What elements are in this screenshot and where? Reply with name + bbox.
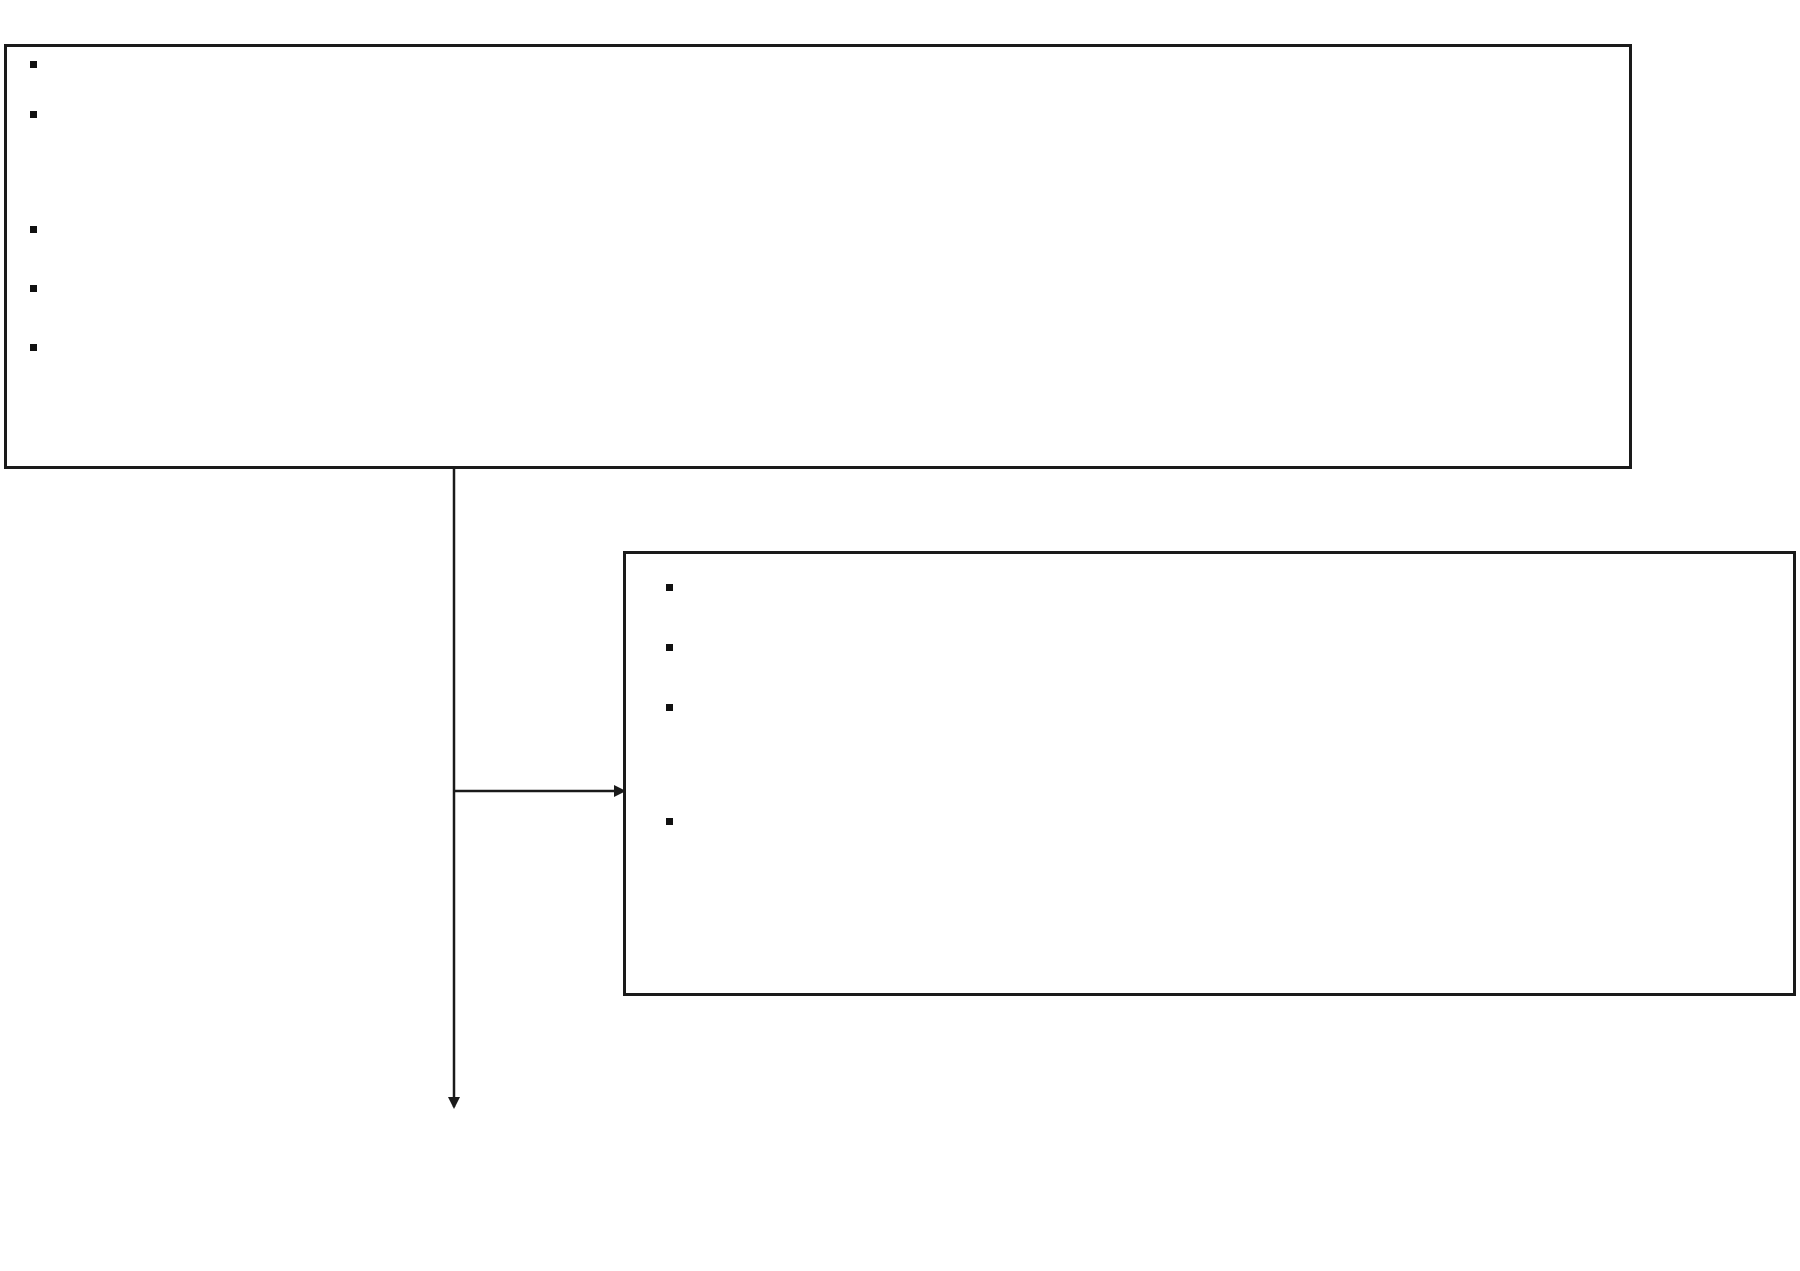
bullet-icon bbox=[666, 704, 673, 711]
exclusion-item-nyha bbox=[666, 567, 681, 625]
exclusion-item-inconsistent-records bbox=[666, 687, 681, 745]
bullet-icon bbox=[666, 644, 673, 651]
exclusion-item-care-not-covered bbox=[666, 801, 681, 859]
bullet-icon bbox=[666, 584, 673, 591]
exclusion-criteria-box bbox=[623, 551, 1796, 996]
exclusion-item-cardiopulmonary-arrest bbox=[666, 627, 681, 685]
bullet-icon bbox=[666, 818, 673, 825]
